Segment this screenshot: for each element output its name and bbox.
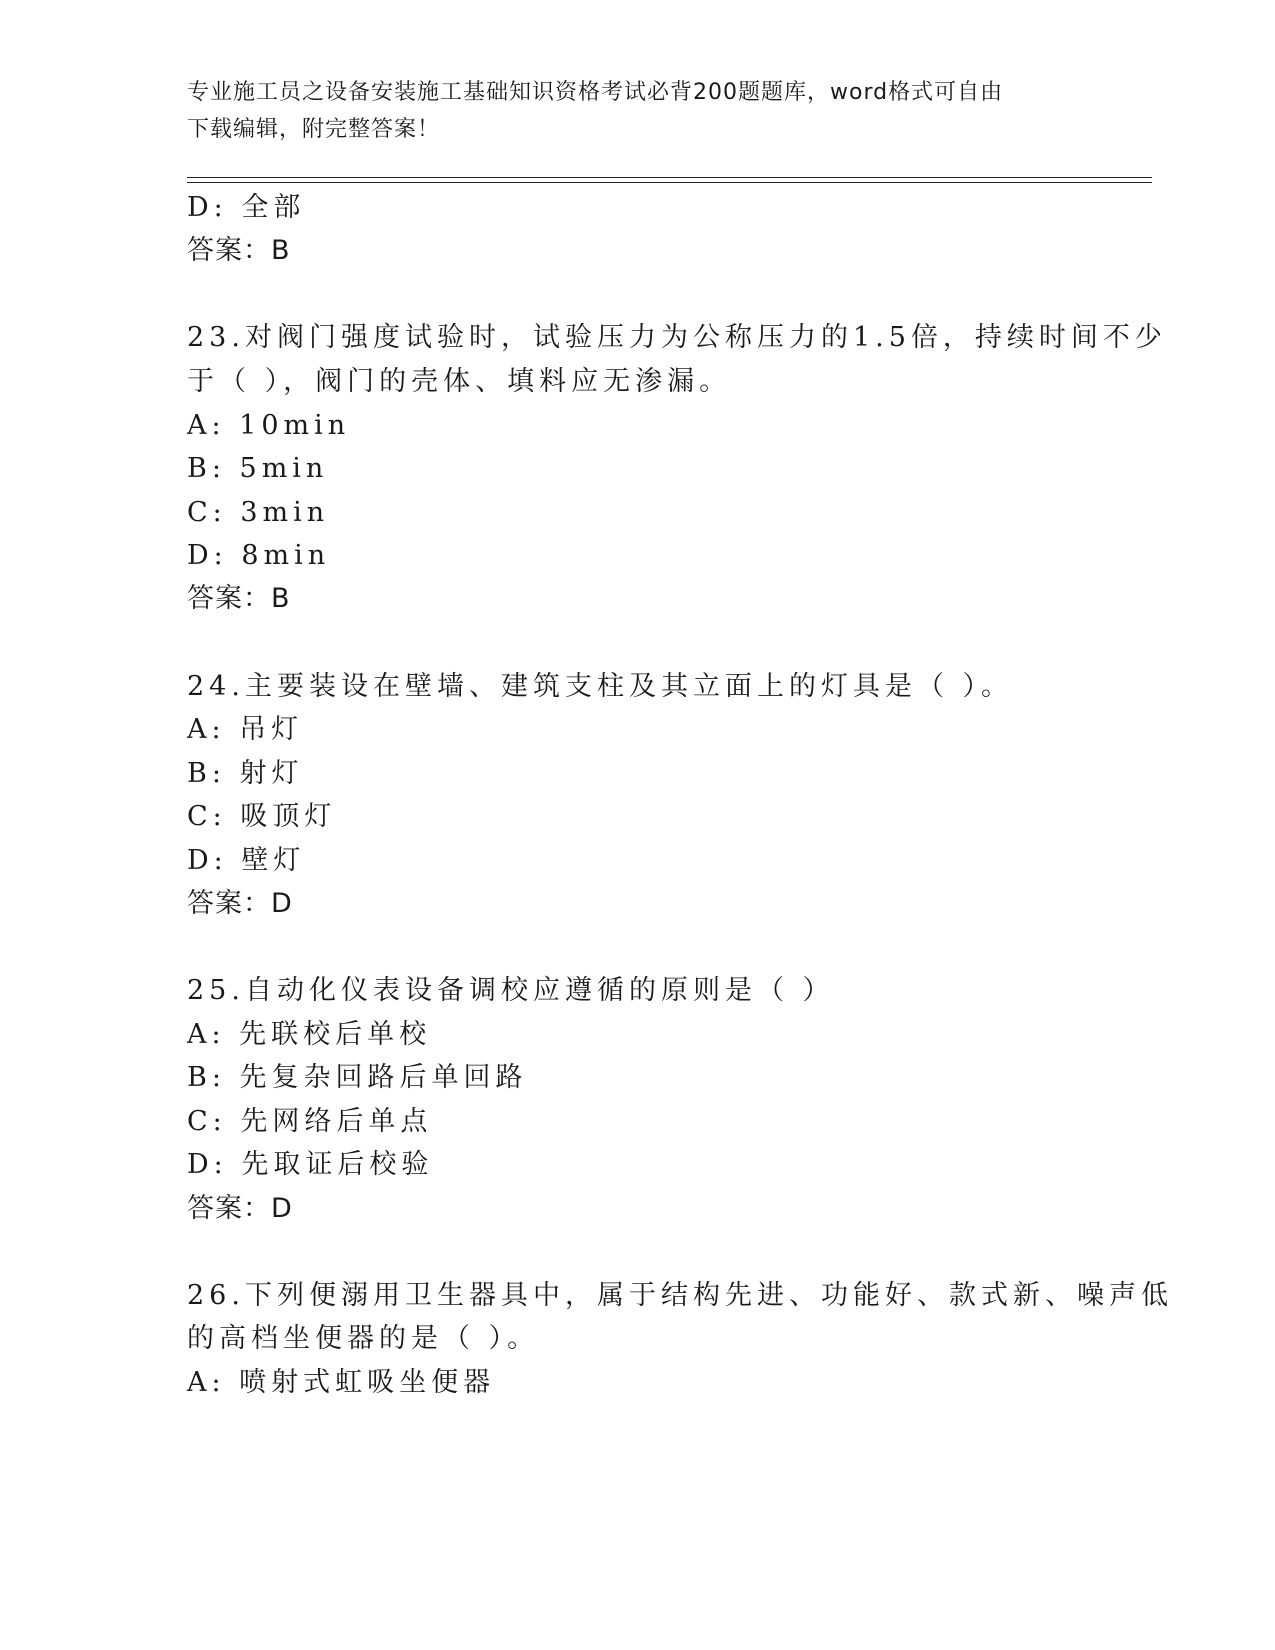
header-divider-top: [187, 177, 1152, 178]
q25-stem-line-1: 25.自动化仪表设备调校应遵循的原则是（ ）: [187, 975, 835, 1006]
q23-stem-line-2: 于（ ），阀门的壳体、填料应无渗漏。: [187, 366, 732, 397]
q25-answer: 答案：D: [187, 1193, 293, 1224]
q25-option-a: A: 先联校后单校: [187, 1019, 432, 1050]
q24-option-d: D: 壁灯: [187, 845, 306, 876]
q23-option-c: C: 3min: [187, 497, 330, 528]
header-divider-bottom: [187, 182, 1152, 183]
q25-option-b: B: 先复杂回路后单回路: [187, 1062, 528, 1093]
q23-option-b: B: 5min: [187, 453, 329, 484]
q26-option-a: A: 喷射式虹吸坐便器: [187, 1367, 496, 1398]
document-header: [187, 74, 1087, 148]
q26-stem-line-2: 的高档坐便器的是（ ）。: [187, 1323, 540, 1354]
q23-answer: 答案：B: [187, 583, 291, 614]
q25-option-d: D: 先取证后校验: [187, 1149, 434, 1180]
prev-option-d: D: 全部: [187, 192, 306, 223]
q24-option-a: A: 吊灯: [187, 714, 304, 745]
q23-option-d: D: 8min: [187, 540, 331, 571]
q23-option-a: A: 10min: [187, 410, 351, 441]
header-line-1: 专业施工员之设备安装施工基础知识资格考试必背200题题库，word格式可自由: [187, 80, 1004, 105]
q25-option-c: C: 先网络后单点: [187, 1106, 433, 1137]
prev-answer: 答案：B: [187, 235, 291, 266]
q24-stem-line-1: 24.主要装设在壁墙、建筑支柱及其立面上的灯具是（ ）。: [187, 671, 1014, 702]
q24-option-c: C: 吸顶灯: [187, 801, 337, 832]
q26-stem-line-1: 26.下列便溺用卫生器具中，属于结构先进、功能好、款式新、噪声低: [187, 1280, 1173, 1311]
q24-option-b: B: 射灯: [187, 758, 304, 789]
q24-answer: 答案：D: [187, 888, 293, 919]
q23-stem-line-1: 23.对阀门强度试验时，试验压力为公称压力的1.5倍，持续时间不少: [187, 322, 1167, 353]
header-line-2: 下载编辑，附完整答案！: [187, 117, 441, 142]
